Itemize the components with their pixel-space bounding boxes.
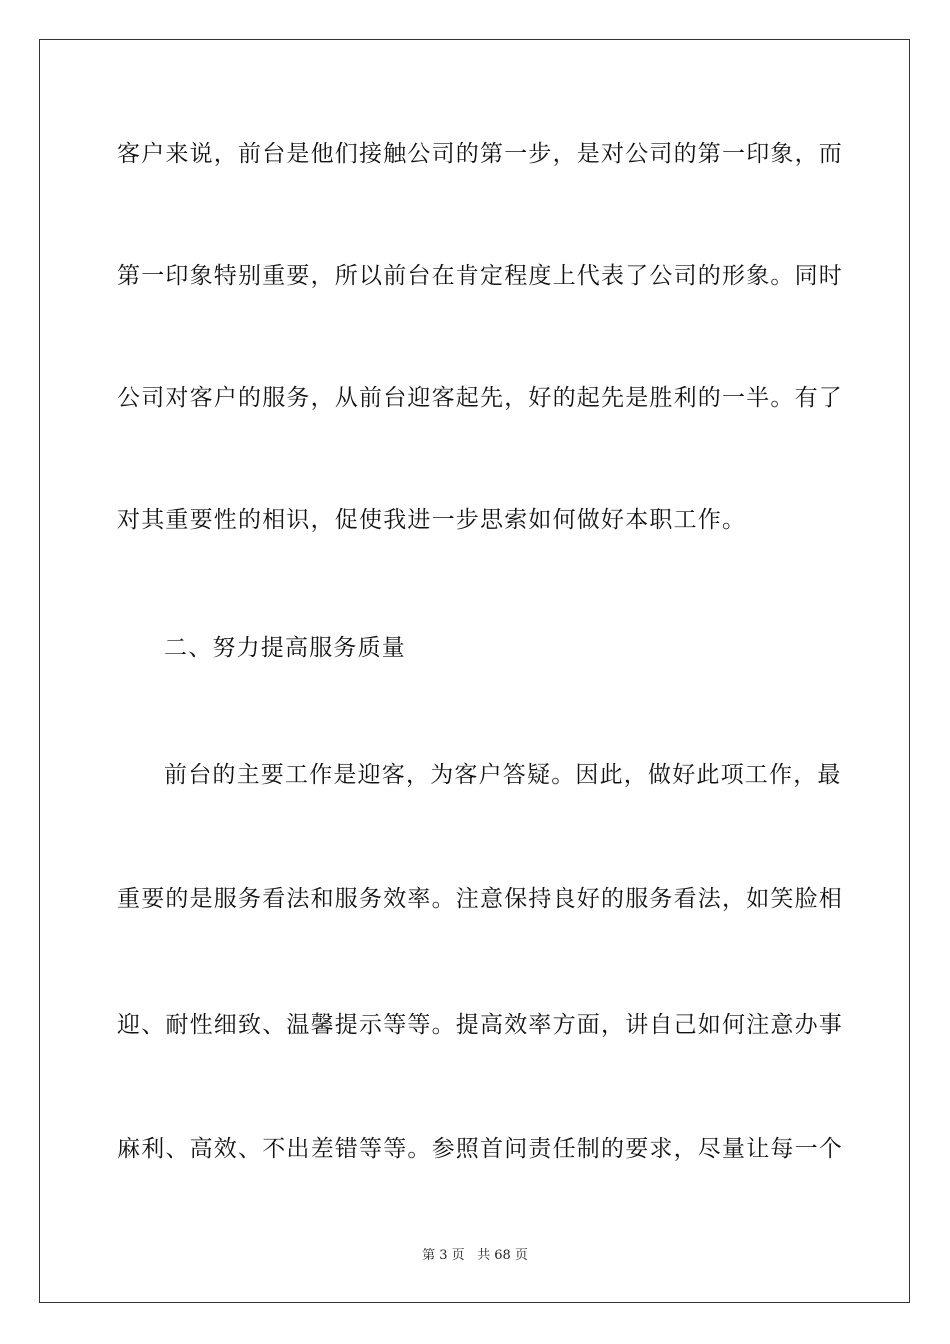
page-number: 第 3 页 bbox=[422, 1248, 465, 1263]
page-footer bbox=[0, 1247, 950, 1265]
paragraph-line: 第一印象特别重要，所以前台在肯定程度上代表了公司的形象。同时 bbox=[117, 263, 843, 289]
paragraph-line: 麻利、高效、不出差错等等。参照首问责任制的要求，尽量让每一个 bbox=[117, 1136, 843, 1162]
paragraph-line: 迎、耐性细致、温馨提示等等。提高效率方面，讲自己如何注意办事 bbox=[117, 1012, 843, 1038]
paragraph-line: 公司对客户的服务，从前台迎客起先，好的起先是胜利的一半。有了 bbox=[117, 385, 843, 411]
paragraph-line: 前台的主要工作是迎客，为客户答疑。因此，做好此项工作，最 bbox=[164, 762, 842, 788]
section-heading: 二、努力提高服务质量 bbox=[164, 635, 406, 661]
paragraph-line: 重要的是服务看法和服务效率。注意保持良好的服务看法，如笑脸相 bbox=[117, 886, 843, 912]
paragraph-line: 客户来说，前台是他们接触公司的第一步，是对公司的第一印象，而 bbox=[117, 141, 843, 167]
paragraph-line: 对其重要性的相识，促使我进一步思索如何做好本职工作。 bbox=[117, 507, 747, 533]
total-pages: 共 68 页 bbox=[477, 1248, 528, 1263]
page-border bbox=[39, 39, 910, 1303]
